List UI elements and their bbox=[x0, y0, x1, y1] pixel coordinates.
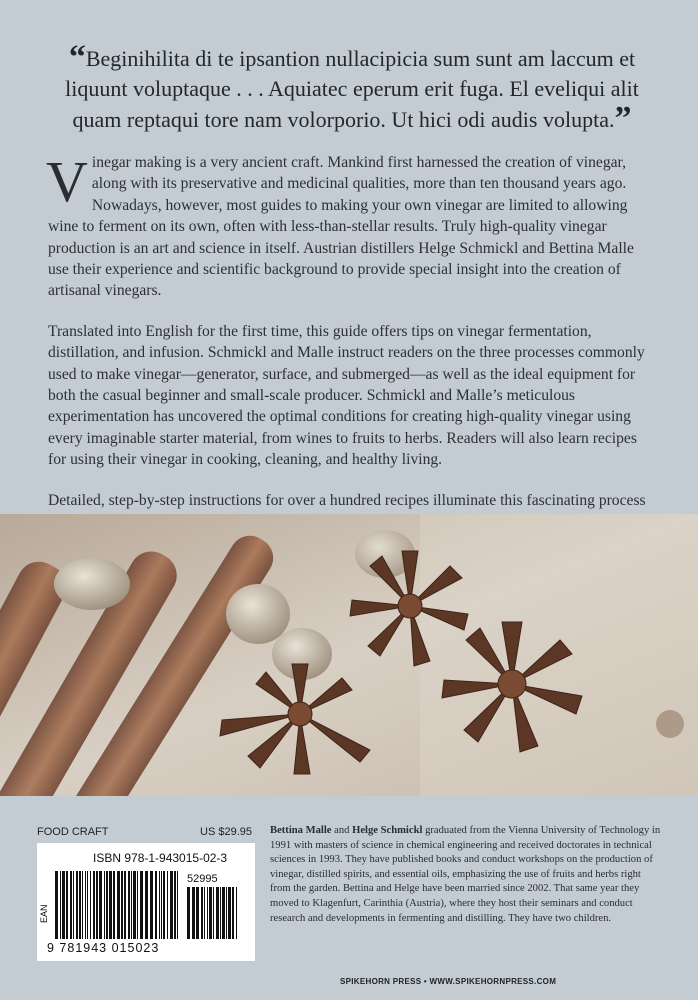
book-description bbox=[46, 149, 656, 552]
barcode-bar bbox=[124, 871, 126, 939]
barcode-bar bbox=[131, 871, 132, 939]
book-price: US $29.95 bbox=[200, 826, 252, 838]
quote-text: Beginihilita di te ipsantion nullacipicia sum sunt am laccum et liquunt voluptaque . . . Aquiatec eperum erit fuga. El eveliqui alit quam reptaqui tore nam volorporio. Ut hici odi audis volupta. bbox=[65, 46, 639, 132]
barcode-bar bbox=[187, 887, 190, 939]
barcode-bar bbox=[73, 871, 74, 939]
barcode-bar bbox=[213, 887, 214, 939]
author-name-2: Helge Schmickl bbox=[352, 825, 423, 836]
barcode-bar bbox=[137, 871, 138, 939]
barcode-bar bbox=[177, 871, 178, 939]
open-quote-mark: “ bbox=[68, 39, 86, 76]
barcode-bar bbox=[201, 887, 203, 939]
barcode-bar bbox=[62, 871, 65, 939]
barcode-bar bbox=[106, 871, 108, 939]
barcode-bar bbox=[216, 887, 219, 939]
barcode-bar bbox=[109, 871, 112, 939]
barcode-bar bbox=[163, 871, 165, 939]
barcode-bar bbox=[87, 871, 88, 939]
barcode-bar bbox=[161, 871, 162, 939]
barcode-bar bbox=[170, 871, 173, 939]
barcode-bar bbox=[82, 871, 83, 939]
barcode-bar bbox=[150, 871, 153, 939]
barcode-bar bbox=[207, 887, 208, 939]
barcode-bar bbox=[79, 871, 81, 939]
barcode-bar bbox=[140, 871, 143, 939]
author-conjunction: and bbox=[331, 825, 353, 836]
publisher-imprint: SPIKEHORN PRESS • WWW.SPIKEHORNPRESS.COM bbox=[340, 977, 557, 986]
barcode-bar bbox=[204, 887, 205, 939]
barcode-bar bbox=[209, 887, 212, 939]
barcode-bar bbox=[167, 871, 168, 939]
barcode-bar bbox=[155, 871, 157, 939]
pull-quote bbox=[62, 39, 642, 137]
author-bio-text: graduated from the Vienna University of Technology in 1991 with masters of science in chemical engineering and received doctorates in technical sciences in 1993. They have published books and conduct workshops on the production of vinegar, distilled spirits, and essential oils, emphasizing the use of fruits and herbs right from the garden. Bettina and Helge have been married since 2002. That same year they moved to Klagenfurt, Carinthia (Austria), where they host their seminars and conduct research and developments in fermenting and distilling. They have two children. bbox=[270, 825, 661, 924]
barcode-bar bbox=[117, 871, 120, 939]
spices-photo bbox=[0, 514, 698, 796]
barcode-bar bbox=[90, 871, 91, 939]
barcode-bar bbox=[220, 887, 221, 939]
description-paragraph-1-text: inegar making is a very ancient craft. Mankind first harnessed the creation of vinegar, along with its preservative and medicinal qualities, more than ten thousand years ago. Nowadays, however, most guides to making your own vinegar are limited to allowing wine to ferment on its own, often with less-than-stellar results. Truly high-quality vinegar production is an art and science in itself. Austrian distillers Helge Schmickl and Bettina Malle use their experience and scientific background to provide special insight into the creation of artisanal vinegars. bbox=[48, 154, 634, 300]
barcode-bar bbox=[60, 871, 61, 939]
barcode-bar bbox=[70, 871, 72, 939]
barcode-bar bbox=[133, 871, 136, 939]
barcode-main-icon bbox=[55, 871, 181, 939]
barcode-bar bbox=[226, 887, 227, 939]
barcode-bar bbox=[228, 887, 231, 939]
ean-label: EAN bbox=[39, 904, 49, 923]
barcode-bar bbox=[192, 887, 195, 939]
barcode-addon-icon bbox=[187, 887, 239, 939]
barcode-bar bbox=[96, 871, 98, 939]
star-anise-photo-illustration bbox=[0, 514, 698, 796]
barcode-bar bbox=[104, 871, 105, 939]
barcode-bar bbox=[232, 887, 234, 939]
barcode-bar bbox=[121, 871, 123, 939]
author-bio bbox=[270, 824, 662, 926]
barcode-bar bbox=[76, 871, 78, 939]
description-paragraph-3: Detailed, step-by-step instructions for over a hundred recipes illuminate this fascinating process bbox=[48, 491, 646, 509]
barcode-bar bbox=[128, 871, 130, 939]
description-paragraph-2: Translated into English for the first time, this guide offers tips on vinegar fermentation, distillation, and infusion. Schmickl and Malle instruct readers on the three processes commonly used to make vinegar—generator, surface, and submerged—as well as the ideal equipment for both the casual beginner and small-scale producer. Schmickl and Malle’s meticulous experimentation has uncovered the optimal conditions for creating high-quality vinegar using every imaginable starter material, from wines to fruits to herbs. Readers will also learn recipes for using their vinegar in cooking, cleaning, and healthy living. bbox=[48, 322, 645, 469]
drop-cap: V bbox=[46, 149, 88, 214]
price-code: 52995 bbox=[187, 873, 218, 885]
barcode-bar bbox=[66, 871, 68, 939]
author-name-1: Bettina Malle bbox=[270, 825, 332, 836]
barcode-bar bbox=[159, 871, 160, 939]
barcode-digits: 9 781943 015023 bbox=[47, 941, 160, 955]
barcode-panel bbox=[37, 843, 255, 961]
barcode-bar bbox=[99, 871, 102, 939]
isbn-number: ISBN 978-1-943015-02-3 bbox=[93, 851, 228, 865]
book-category: FOOD CRAFT bbox=[37, 826, 109, 838]
close-quote-mark: ” bbox=[614, 100, 632, 137]
barcode-bar bbox=[236, 887, 237, 939]
barcode-bar bbox=[85, 871, 86, 939]
barcode-bar bbox=[93, 871, 95, 939]
barcode-bar bbox=[113, 871, 115, 939]
description-paragraph-1 bbox=[46, 149, 656, 302]
barcode-bar bbox=[174, 871, 176, 939]
barcode-bar bbox=[145, 871, 148, 939]
barcode-bar bbox=[222, 887, 225, 939]
barcode-bar bbox=[55, 871, 58, 939]
barcode-bar bbox=[196, 887, 199, 939]
